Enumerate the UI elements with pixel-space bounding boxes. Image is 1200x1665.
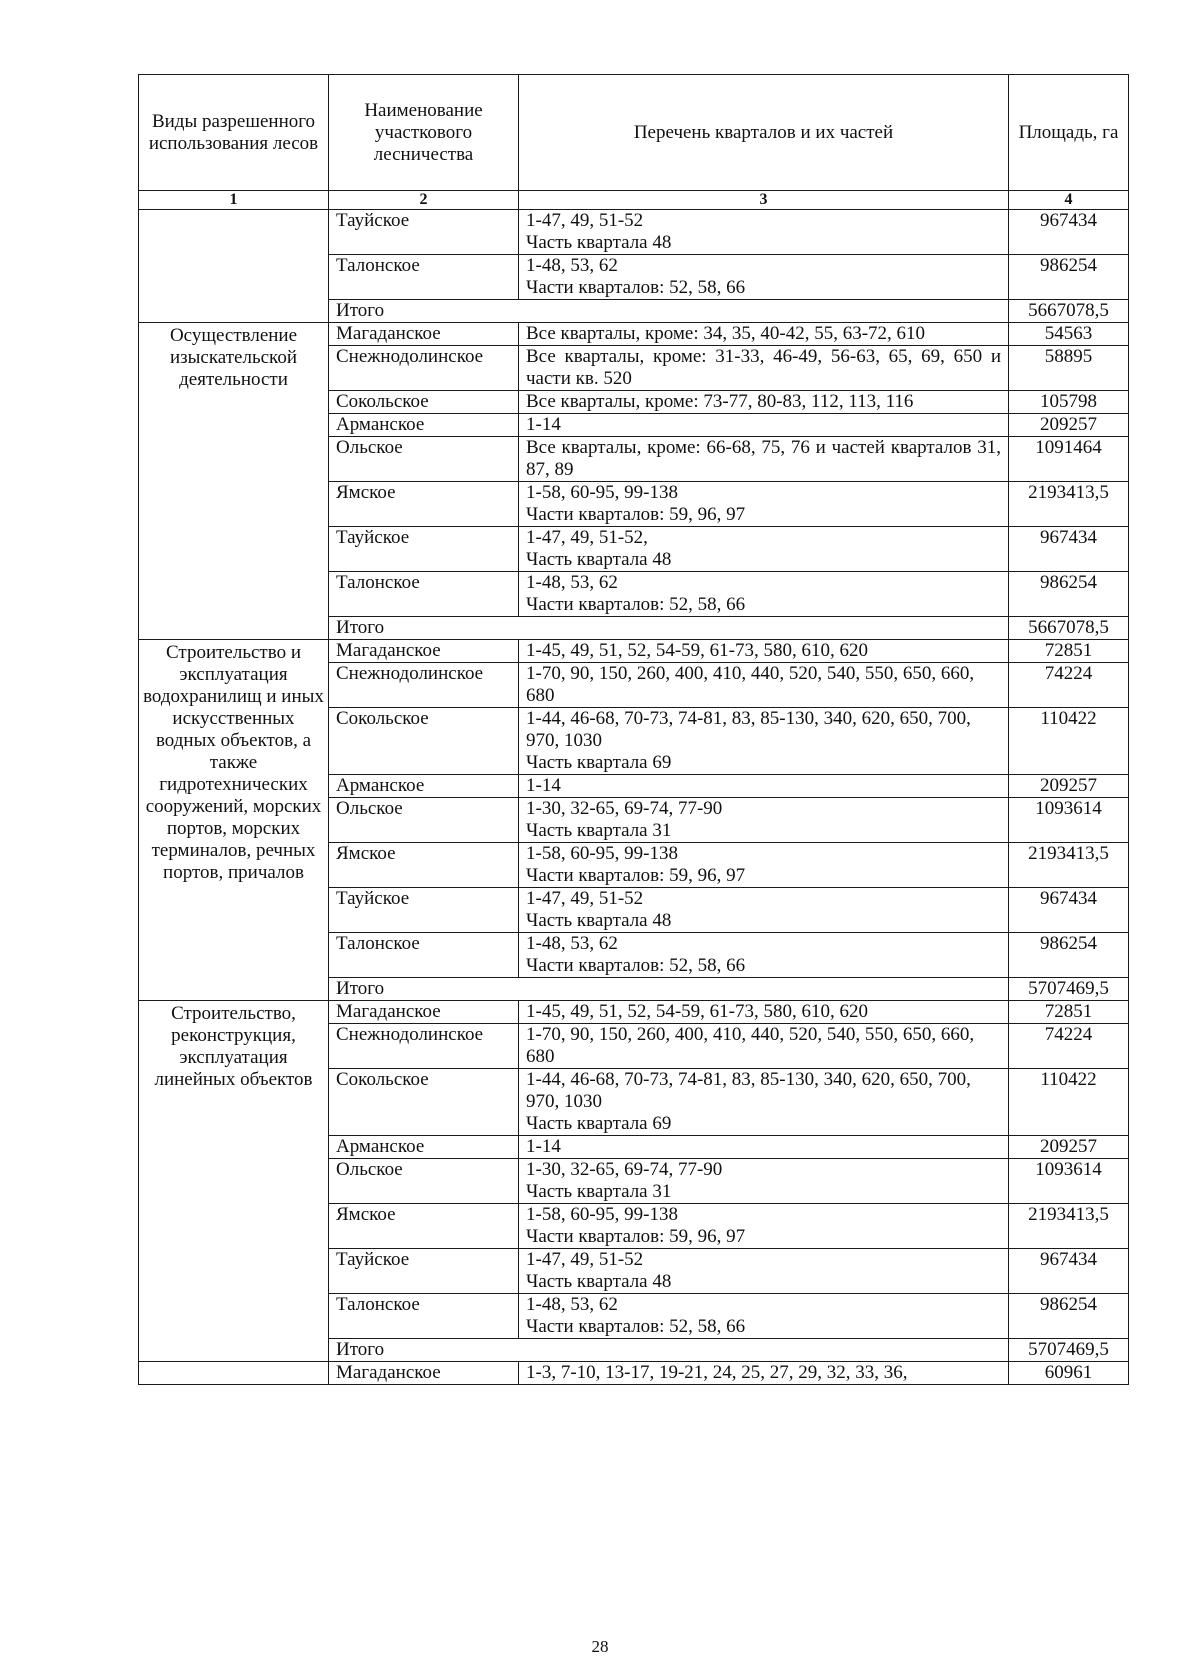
quarters-cell	[519, 1204, 1009, 1249]
forestry-name-cell: Ямское	[329, 482, 519, 527]
forestry-name-cell: Талонское	[329, 933, 519, 978]
forestry-name-cell: Арманское	[329, 775, 519, 798]
area-cell: 967434	[1009, 1249, 1129, 1294]
quarters-cell	[519, 1249, 1009, 1294]
forestry-name-cell: Ольское	[329, 798, 519, 843]
area-cell: 209257	[1009, 414, 1129, 437]
quarters-line: Все кварталы, кроме: 31-33, 46-49, 56-63, 65, 69, 650 и части кв. 520	[526, 346, 1001, 389]
quarters-cell	[519, 708, 1009, 775]
quarters-line: Части кварталов: 52, 58, 66	[526, 955, 746, 976]
area-cell: 72851	[1009, 640, 1129, 663]
area-cell: 986254	[1009, 1294, 1129, 1339]
forest-use-table	[138, 74, 1129, 1385]
table-row	[139, 1001, 1129, 1024]
quarters-cell	[519, 843, 1009, 888]
forestry-name-cell: Тауйское	[329, 1249, 519, 1294]
quarters-line: Части кварталов: 52, 58, 66	[526, 277, 746, 298]
forestry-name-cell: Ямское	[329, 1204, 519, 1249]
quarters-cell	[519, 255, 1009, 300]
quarters-cell	[519, 572, 1009, 617]
area-cell: 209257	[1009, 1136, 1129, 1159]
quarters-line: 1-14	[526, 1136, 561, 1157]
area-cell: 2193413,5	[1009, 1204, 1129, 1249]
forestry-name-cell: Ольское	[329, 1159, 519, 1204]
area-cell: 967434	[1009, 888, 1129, 933]
quarters-line: Часть квартала 69	[526, 1113, 672, 1134]
forestry-name-cell: Арманское	[329, 1136, 519, 1159]
quarters-line: 1-14	[526, 414, 561, 435]
quarters-line: 1-47, 49, 51-52,	[526, 527, 648, 548]
quarters-cell	[519, 1024, 1009, 1069]
forestry-name-cell: Магаданское	[329, 1001, 519, 1024]
forest-use-type-cell: Строительство, реконструкция, эксплуатация линейных объектов	[139, 1001, 329, 1362]
column-number: 1	[139, 191, 329, 210]
table-body	[139, 210, 1129, 1385]
forestry-name-cell: Снежнодолинское	[329, 346, 519, 391]
header-forestry-name: Наименование участкового лесничества	[329, 75, 519, 191]
quarters-cell	[519, 1294, 1009, 1339]
forestry-name-cell: Магаданское	[329, 1362, 519, 1385]
quarters-cell	[519, 775, 1009, 798]
area-cell: 72851	[1009, 1001, 1129, 1024]
area-cell: 967434	[1009, 210, 1129, 255]
quarters-line: Части кварталов: 59, 96, 97	[526, 1226, 746, 1247]
area-cell: 1093614	[1009, 798, 1129, 843]
forestry-name-cell: Талонское	[329, 255, 519, 300]
quarters-cell	[519, 346, 1009, 391]
forestry-name-cell: Ямское	[329, 843, 519, 888]
quarters-line: Часть квартала 48	[526, 549, 672, 570]
quarters-cell	[519, 1362, 1009, 1385]
quarters-line: 1-47, 49, 51-52	[526, 888, 644, 909]
area-cell: 60961	[1009, 1362, 1129, 1385]
area-cell: 1093614	[1009, 1159, 1129, 1204]
quarters-line: 1-48, 53, 62	[526, 572, 618, 593]
forest-use-type-cell	[139, 210, 329, 323]
quarters-line: 1-58, 60-95, 99-138	[526, 1204, 678, 1225]
quarters-line: 1-58, 60-95, 99-138	[526, 843, 678, 864]
quarters-cell	[519, 1159, 1009, 1204]
area-cell: 986254	[1009, 572, 1129, 617]
quarters-cell	[519, 1136, 1009, 1159]
quarters-line: Части кварталов: 52, 58, 66	[526, 1316, 746, 1337]
quarters-line: Все кварталы, кроме: 34, 35, 40-42, 55, 63-72, 610	[526, 323, 926, 344]
forest-use-type-cell: Строительство и эксплуатация водохранилищ и иных искусственных водных объектов, а также гидротехнических сооружений, морских портов, морских терминалов, речных портов, причалов	[139, 640, 329, 1001]
area-cell: 986254	[1009, 255, 1129, 300]
quarters-cell	[519, 663, 1009, 708]
forestry-name-cell: Магаданское	[329, 640, 519, 663]
table-row	[139, 210, 1129, 255]
quarters-line: Часть квартала 48	[526, 1271, 672, 1292]
quarters-line: Часть квартала 31	[526, 820, 672, 841]
total-label: Итого	[329, 300, 1009, 323]
forest-use-type-cell: Осуществление изыскательской деятельности	[139, 323, 329, 640]
column-number: 2	[329, 191, 519, 210]
quarters-line: 1-44, 46-68, 70-73, 74-81, 83, 85-130, 340, 620, 650, 700, 970, 1030	[526, 1069, 971, 1112]
total-value: 5667078,5	[1009, 617, 1129, 640]
total-value: 5707469,5	[1009, 978, 1129, 1001]
quarters-cell	[519, 323, 1009, 346]
quarters-cell	[519, 527, 1009, 572]
total-label: Итого	[329, 978, 1009, 1001]
area-cell: 2193413,5	[1009, 843, 1129, 888]
forestry-name-cell: Арманское	[329, 414, 519, 437]
area-cell: 74224	[1009, 663, 1129, 708]
quarters-cell	[519, 482, 1009, 527]
forestry-name-cell: Сокольское	[329, 391, 519, 414]
quarters-line: Часть квартала 48	[526, 910, 672, 931]
quarters-cell	[519, 888, 1009, 933]
area-cell: 1091464	[1009, 437, 1129, 482]
quarters-line: Часть квартала 69	[526, 752, 672, 773]
forest-use-type-cell	[139, 1362, 329, 1385]
quarters-line: Часть квартала 48	[526, 232, 672, 253]
quarters-line: 1-70, 90, 150, 260, 400, 410, 440, 520, 540, 550, 650, 660, 680	[526, 1024, 975, 1067]
quarters-cell	[519, 1069, 1009, 1136]
area-cell: 74224	[1009, 1024, 1129, 1069]
area-cell: 986254	[1009, 933, 1129, 978]
quarters-line: Все кварталы, кроме: 66-68, 75, 76 и частей кварталов 31, 87, 89	[526, 437, 1001, 480]
quarters-line: 1-30, 32-65, 69-74, 77-90	[526, 798, 723, 819]
quarters-line: Часть квартала 31	[526, 1181, 672, 1202]
quarters-line: 1-45, 49, 51, 52, 54-59, 61-73, 580, 610, 620	[526, 640, 868, 661]
forestry-name-cell: Талонское	[329, 572, 519, 617]
forestry-name-cell: Магаданское	[329, 323, 519, 346]
header-quarters-list: Перечень кварталов и их частей	[519, 75, 1009, 191]
quarters-line: 1-48, 53, 62	[526, 255, 618, 276]
quarters-line: Части кварталов: 59, 96, 97	[526, 865, 746, 886]
quarters-line: Все кварталы, кроме: 73-77, 80-83, 112, 113, 116	[526, 391, 914, 412]
column-number: 3	[519, 191, 1009, 210]
forestry-name-cell: Талонское	[329, 1294, 519, 1339]
quarters-cell	[519, 933, 1009, 978]
quarters-line: Части кварталов: 59, 96, 97	[526, 504, 746, 525]
forestry-name-cell: Тауйское	[329, 527, 519, 572]
area-cell: 967434	[1009, 527, 1129, 572]
forestry-name-cell: Снежнодолинское	[329, 1024, 519, 1069]
quarters-cell	[519, 1001, 1009, 1024]
quarters-cell	[519, 640, 1009, 663]
area-cell: 209257	[1009, 775, 1129, 798]
area-cell: 110422	[1009, 1069, 1129, 1136]
quarters-cell	[519, 210, 1009, 255]
quarters-line: 1-45, 49, 51, 52, 54-59, 61-73, 580, 610, 620	[526, 1001, 868, 1022]
quarters-cell	[519, 437, 1009, 482]
total-label: Итого	[329, 1339, 1009, 1362]
header-row	[139, 75, 1129, 191]
forestry-name-cell: Сокольское	[329, 708, 519, 775]
quarters-line: 1-70, 90, 150, 260, 400, 410, 440, 520, 540, 550, 650, 660, 680	[526, 663, 975, 706]
area-cell: 2193413,5	[1009, 482, 1129, 527]
quarters-line: 1-14	[526, 775, 561, 796]
area-cell: 105798	[1009, 391, 1129, 414]
quarters-line: 1-44, 46-68, 70-73, 74-81, 83, 85-130, 340, 620, 650, 700, 970, 1030	[526, 708, 971, 751]
quarters-line: 1-58, 60-95, 99-138	[526, 482, 678, 503]
table-row	[139, 1362, 1129, 1385]
header-forest-use-type: Виды разрешенного использования лесов	[139, 75, 329, 191]
total-value: 5667078,5	[1009, 300, 1129, 323]
table-row	[139, 640, 1129, 663]
total-value: 5707469,5	[1009, 1339, 1129, 1362]
quarters-line: 1-47, 49, 51-52	[526, 210, 644, 231]
header-area: Площадь, га	[1009, 75, 1129, 191]
area-cell: 54563	[1009, 323, 1129, 346]
quarters-cell	[519, 798, 1009, 843]
forestry-name-cell: Тауйское	[329, 888, 519, 933]
column-number: 4	[1009, 191, 1129, 210]
quarters-line: 1-48, 53, 62	[526, 1294, 618, 1315]
quarters-cell	[519, 391, 1009, 414]
column-number-row	[139, 191, 1129, 210]
total-label: Итого	[329, 617, 1009, 640]
quarters-line: 1-3, 7-10, 13-17, 19-21, 24, 25, 27, 29, 32, 33, 36,	[526, 1362, 908, 1383]
forestry-name-cell: Ольское	[329, 437, 519, 482]
quarters-line: Части кварталов: 52, 58, 66	[526, 594, 746, 615]
table-row	[139, 323, 1129, 346]
forestry-name-cell: Сокольское	[329, 1069, 519, 1136]
forestry-name-cell: Тауйское	[329, 210, 519, 255]
page-number: 28	[591, 1637, 609, 1656]
quarters-line: 1-47, 49, 51-52	[526, 1249, 644, 1270]
quarters-cell	[519, 414, 1009, 437]
area-cell: 58895	[1009, 346, 1129, 391]
quarters-line: 1-48, 53, 62	[526, 933, 618, 954]
area-cell: 110422	[1009, 708, 1129, 775]
quarters-line: 1-30, 32-65, 69-74, 77-90	[526, 1159, 723, 1180]
forestry-name-cell: Снежнодолинское	[329, 663, 519, 708]
